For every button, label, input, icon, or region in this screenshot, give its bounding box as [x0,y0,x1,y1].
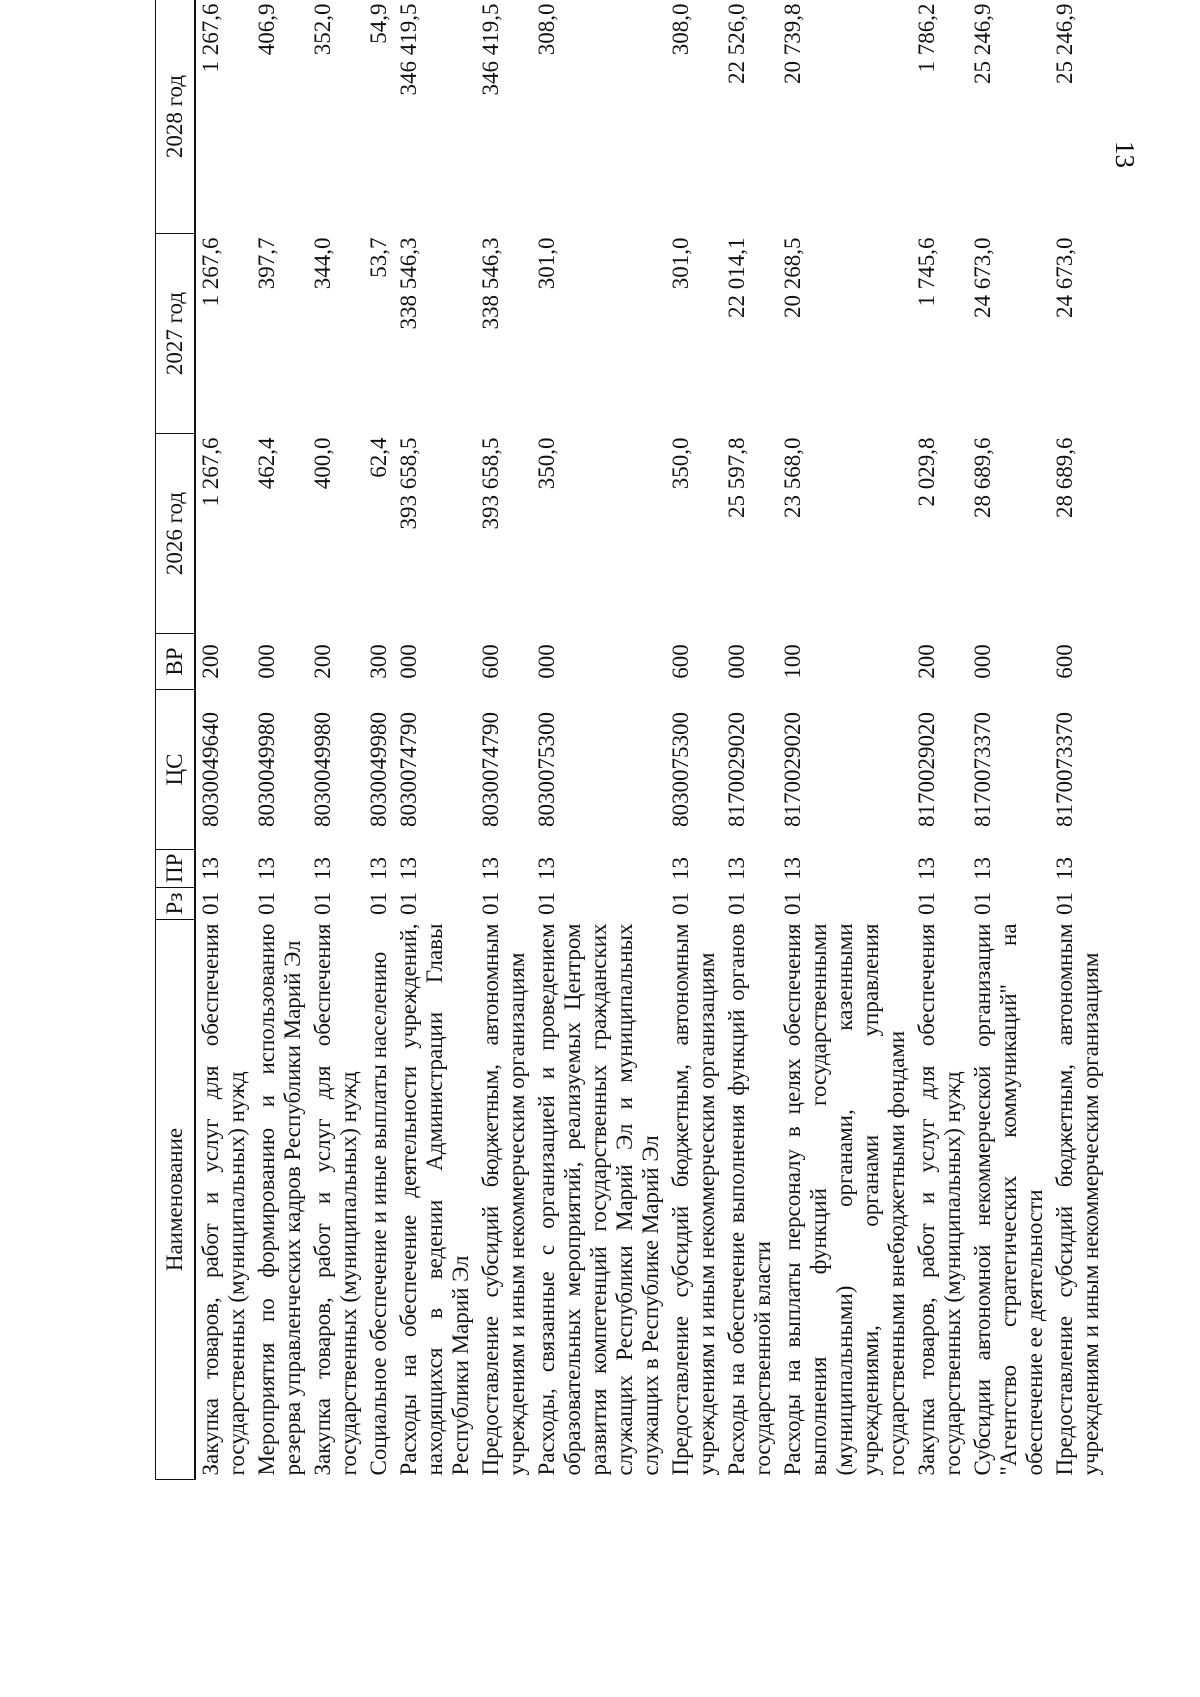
cell-cs: 8170029020 [914,712,939,827]
cell-name: Предоставление субсидий бюджетным, автономным учреждениям и иным некоммерческим организациям [1052,923,1103,1476]
cell-y2027: 338 546,3 [396,237,421,330]
cell-rz: 01 [724,892,749,915]
cell-pr: 13 [478,857,503,880]
cell-vr: 000 [254,644,279,679]
cell-vr: 000 [396,644,421,679]
cell-cs: 8030049980 [310,712,335,827]
cell-pr: 13 [534,857,559,880]
header-2028: 2028 год [156,0,196,234]
cell-name: Расходы, связанные с организацией и проведением образовательных мероприятий, реализуемых Центром развития компетенций государственных гражданских служащих Республики Марий Эл и муниципальных служащих в Республике Марий Эл [534,923,663,1476]
cell-y2027: 301,0 [534,237,559,290]
table-row [364,0,394,1480]
header-name: Наименование [156,920,196,1480]
cell-name: Предоставление субсидий бюджетным, автономным учреждениям и иным некоммерческим организациям [478,923,529,1476]
cell-cs: 8030075300 [668,712,693,827]
cell-y2027: 20 268,5 [780,237,805,318]
cell-y2026: 393 658,5 [478,437,503,530]
cell-rz: 01 [780,892,805,915]
cell-cs: 8170029020 [780,712,805,827]
cell-y2026: 350,0 [534,437,559,490]
cell-cs: 8170073370 [970,712,995,827]
cell-y2026: 1 267,6 [198,437,223,507]
cell-y2028: 54,9 [366,3,391,44]
header-cs: ЦС [156,690,196,850]
cell-pr: 13 [970,857,995,880]
cell-rz: 01 [914,892,939,915]
cell-cs: 8030049640 [198,712,223,827]
cell-pr: 13 [310,857,335,880]
cell-rz: 01 [478,892,503,915]
cell-vr: 200 [310,644,335,679]
cell-name: Предоставление субсидий бюджетным, автономным учреждениям и иным некоммерческим организациям [668,923,719,1476]
budget-table [155,0,1106,1480]
cell-pr: 13 [198,857,223,880]
cell-y2026: 62,4 [366,437,391,478]
table-row [722,0,778,1480]
cell-y2026: 25 597,8 [724,437,749,518]
cell-pr: 13 [396,857,421,880]
cell-rz: 01 [198,892,223,915]
cell-rz: 01 [534,892,559,915]
cell-pr: 13 [724,857,749,880]
cell-y2028: 308,0 [534,3,559,56]
cell-cs: 8030049980 [366,712,391,827]
cell-rz: 01 [254,892,279,915]
cell-y2028: 308,0 [668,3,693,56]
page-number: 13 [1110,141,1140,168]
cell-y2028: 346 419,5 [396,3,421,96]
cell-y2026: 462,4 [254,437,279,490]
cell-y2028: 352,0 [310,3,335,56]
cell-pr: 13 [1052,857,1077,880]
table-row [666,0,722,1480]
cell-vr: 200 [198,644,223,679]
table-row [1050,0,1106,1480]
table-row [308,0,364,1480]
cell-y2027: 397,7 [254,237,279,290]
cell-name: Расходы на обеспечение деятельности учреждений, находящихся в ведении Администрации Главы Республики Марий Эл [396,923,473,1476]
cell-vr: 600 [668,644,693,679]
cell-vr: 100 [780,644,805,679]
header-pr: ПР [156,850,196,888]
cell-y2027: 22 014,1 [724,237,749,318]
cell-pr: 13 [914,857,939,880]
cell-cs: 8170029020 [724,712,749,827]
table-row [912,0,968,1480]
table-row [778,0,912,1480]
cell-rz: 01 [1052,892,1077,915]
cell-y2028: 406,9 [254,3,279,56]
cell-rz: 01 [970,892,995,915]
header-2027: 2027 год [156,234,196,434]
cell-name: Социальное обеспечение и иные выплаты населению [366,951,391,1476]
cell-y2026: 23 568,0 [780,437,805,518]
cell-name: Мероприятия по формированию и использованию резерва управленческих кадров Республики Марий Эл [254,923,305,1476]
cell-cs: 8030049980 [254,712,279,827]
cell-y2028: 25 246,9 [1052,3,1077,84]
cell-pr: 13 [780,857,805,880]
cell-cs: 8030074790 [478,712,503,827]
rotated-page-content [155,0,1103,1480]
cell-vr: 200 [914,644,939,679]
cell-rz: 01 [396,892,421,915]
table-row [476,0,532,1480]
table-header [156,0,196,1480]
cell-y2028: 25 246,9 [970,3,995,84]
cell-vr: 000 [534,644,559,679]
table-row [394,0,476,1480]
header-vr: ВР [156,634,196,690]
cell-y2027: 1 745,6 [914,237,939,307]
cell-y2028: 1 786,2 [914,3,939,73]
cell-pr: 13 [254,857,279,880]
cell-y2027: 24 673,0 [1052,237,1077,318]
cell-name: Закупка товаров, работ и услуг для обеспечения государственных (муниципальных) нужд [198,923,249,1476]
cell-y2026: 400,0 [310,437,335,490]
header-rz: Рз [156,888,196,920]
cell-y2027: 301,0 [668,237,693,290]
cell-vr: 000 [724,644,749,679]
cell-y2027: 24 673,0 [970,237,995,318]
cell-pr: 13 [366,857,391,880]
cell-name: Закупка товаров, работ и услуг для обеспечения государственных (муниципальных) нужд [310,923,361,1476]
cell-cs: 8030074790 [396,712,421,827]
cell-y2028: 22 526,0 [724,3,749,84]
header-2026: 2026 год [156,434,196,634]
cell-pr: 13 [668,857,693,880]
cell-y2026: 2 029,8 [914,437,939,507]
cell-cs: 8030075300 [534,712,559,827]
cell-vr: 300 [366,644,391,679]
cell-y2026: 28 689,6 [1052,437,1077,518]
table-row [968,0,1050,1480]
cell-name: Расходы на выплаты персоналу в целях обеспечения выполнения функций государственными (муниципальными) органами, казенными учреждениями, органами управления государственными внебюджетными фондами [780,923,909,1476]
cell-y2026: 350,0 [668,437,693,490]
cell-vr: 000 [970,644,995,679]
cell-cs: 8170073370 [1052,712,1077,827]
cell-y2026: 28 689,6 [970,437,995,518]
cell-y2027: 344,0 [310,237,335,290]
cell-y2028: 20 739,8 [780,3,805,84]
table-row [195,0,252,1480]
cell-y2027: 338 546,3 [478,237,503,330]
rotated-page-inner [155,0,1103,1480]
cell-y2028: 1 267,6 [198,3,223,73]
cell-name: Закупка товаров, работ и услуг для обеспечения государственных (муниципальных) нужд [914,923,965,1476]
cell-y2027: 1 267,6 [198,237,223,307]
cell-rz: 01 [366,892,391,915]
table-row [532,0,666,1480]
cell-vr: 600 [1052,644,1077,679]
cell-y2026: 393 658,5 [396,437,421,530]
cell-name: Субсидии автономной некоммерческой организации "Агентство стратегических коммуникаций" на обеспечение ее деятельности [970,923,1047,1476]
table-body [195,0,1106,1480]
cell-y2028: 346 419,5 [478,3,503,96]
cell-vr: 600 [478,644,503,679]
table-row [252,0,308,1480]
cell-y2027: 53,7 [366,237,391,278]
cell-name: Расходы на обеспечение выполнения функций органов государственной власти [724,923,775,1476]
cell-rz: 01 [668,892,693,915]
cell-rz: 01 [310,892,335,915]
